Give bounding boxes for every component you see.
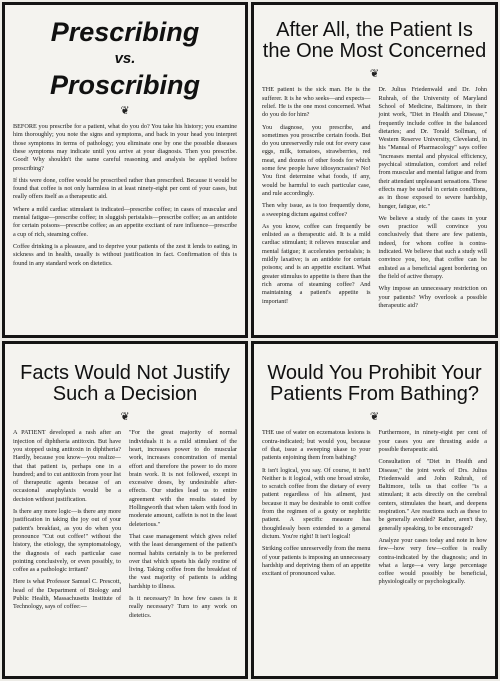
panel3-title: Facts Would Not Justify Such a Decision bbox=[20, 362, 230, 406]
panel2-left-paragraph: THE patient is the sick man. He is the sufferer. It is he who seeks—and expects—relief. He is the one most concerned. What do you do for him? bbox=[262, 86, 371, 119]
panel3-left-paragraph: A PATIENT developed a rash after an injection of diphtheria antitoxin. But have you stopped using antitoxin in diphtheria? Hardly, because you know—you realize—that that patient is, perhaps one in a hundred; and to cut antitoxin from your list of therapeutic agents because of an occasional anaphylaxis would be a decision without justification. bbox=[13, 429, 121, 503]
panel3-left-paragraph: Here is what Professor Samuel C. Prescott, head of the Department of Biology and Public Health, Massachusetts Institute of Technology, says of coffee:— bbox=[13, 578, 121, 611]
panel1-title-line1: Prescribing bbox=[50, 17, 200, 47]
panel4-left-paragraph: Striking coffee unreservedly from the menu of your patients is imposing an unnecessary hardship and depriving them of an appetite excitant of pronounced value. bbox=[262, 545, 371, 578]
panel2-right-paragraph: Why impose an unnecessary restriction on your patients? Why overlook a possible therapeutic aid? bbox=[378, 285, 487, 309]
panel3-left-paragraph: Is there any more logic—is there any more justification in taking the joy out of your patient's breakfast, as you do when you pronounce "Cut out coffee!" without the history, the etiology, the symptomatology, the diagnosis of each particular case pointing conclusively, or even possibly, to coffee as a pathologic irritant? bbox=[13, 508, 121, 574]
panel1-title-line2: vs. bbox=[114, 49, 136, 67]
panel2-right-paragraph: Dr. Julius Friedenwald and Dr. John Ruhrah, of the University of Maryland School of Medicine, Baltimore, in their joint work, "Diet in Health and Disease," frequently include coffee in the balanced dietaries; and Dr. Torald Sollman, of Western Reserve University, Cleveland, in his "Manual of Pharmacology" says coffee "increases mental and physical efficiency, psychical stimulation, comfort and relief from muscular and mental fatigue and from their attendant unpleasant sensations. These effects may be useful in certain conditions, as in those exposed to severe hardship, hunger, fatigue, etc." bbox=[378, 86, 487, 210]
panel2-left-paragraph: You diagnose, you prescribe, and sometimes you proscribe certain foods. But do you unreservedly rule out for every case eggs, milk, tomatoes, strawberries, red meat, and dozens of other foods for which some few people have idiosyncrasies? No! You first determine what foods, if any, would be harmful to each particular case, and rule accordingly. bbox=[262, 123, 371, 197]
panel2-title: After All, the Patient Is the One Most Concerned bbox=[262, 19, 487, 63]
panel-patient-most-concerned bbox=[251, 2, 498, 338]
panel-prescribing-vs-proscribing bbox=[2, 2, 248, 338]
panel-prohibit-bathing bbox=[251, 341, 498, 679]
panel3-right-paragraph: Is it necessary? In how few cases is it really necessary? Turn to any work on dietetics. bbox=[129, 595, 237, 619]
panel4-right-paragraph: Analyze your cases today and note in how few—how very few—coffee is really contra-indicated by the diagnosis; and in what a large—a very large percentage coffee would possibly be beneficial, physiologically or psychologically. bbox=[378, 536, 487, 586]
panel-facts-not-justify bbox=[2, 341, 248, 679]
panel3-right-paragraph: "For the great majority of normal individuals it is a mild stimulant of the heart, increases power to do muscular work, increases concentration of mental effort and therefore the power to do more brain work. It is not followed, except in excessive doses, by undesirable after-effects. Our studies lead us to entire agreement with the results stated by Hollingworth that when taken with food in moderate amount, caffein is not in the least deleterious." bbox=[129, 429, 237, 528]
panel4-title: Would You Prohibit Your Patients From Bathing? bbox=[267, 362, 482, 406]
panel2-right-paragraph: We believe a study of the cases in your own practice will convince you conclusively that there are few patients, indeed, for whom coffee is contra-indicated. We believe that such a study will convince you, too, that coffee can be enlisted as a beneficial agent bordering on the field of active therapy. bbox=[378, 214, 487, 280]
coffee-ornament-icon: ❦ bbox=[369, 411, 380, 424]
coffee-ornament-icon: ❦ bbox=[369, 68, 380, 81]
panel2-left-paragraph: Then why issue, as is too frequently done, a sweeping dictum against coffee? bbox=[262, 202, 371, 218]
panel1-paragraph: BEFORE you prescribe for a patient, what do you do? You take his history; you examine him thoroughly; you note the signs and symptoms, and back in your head you interpret those symptoms in terms of pathology; you eliminate one by one the possible diseases these symptoms may indicate until you arrive at your diagnosis. Then you prescribe. Good! Why shouldn't the same careful reasoning and analysis be applied before proscribing? bbox=[13, 123, 237, 172]
panel2-left-paragraph: As you know, coffee can frequently be enlisted as a therapeutic aid. It is a mild cardiac stimulant; it relieves muscular and mental fatigue; it accelerates peristalsis; is mildly laxative; is an antidote for certain poisons; and is an appetite excitant. What greater stimulus to appetite is there than the rich aroma of steaming coffee? And maintaining a patient's appetite is important! bbox=[262, 222, 371, 305]
panel4-right-paragraph: Furthermore, in ninety-eight per cent of your cases you are thrusting aside a possible therapeutic aid. bbox=[378, 429, 487, 453]
coffee-ornament-icon: ❦ bbox=[120, 411, 130, 424]
panel1-title-line3: Proscribing bbox=[49, 69, 201, 100]
panel1-paragraph: Coffee drinking is a pleasure, and to deprive your patients of the zest it lends to eating, in sickness and in health, usually is without justification in fact. Confirmation of this is found in any standard work on dietetics. bbox=[13, 242, 237, 267]
panel4-left-paragraph: THE use of water on eczematous lesions is contra-indicated; but would you, because of that, issue a sweeping ukase to your patients enjoining them from bathing? bbox=[262, 429, 371, 462]
panel1-paragraph: Where a mild cardiac stimulant is indicated—prescribe coffee; in cases of muscular and mental fatigue—prescribe coffee; in sluggish peristalsis—prescribe coffee; as an antidote for certain poisons—prescribe coffee; as an appetite excitant of rare influence—prescribe a cup of rich, steaming coffee. bbox=[13, 205, 237, 238]
panel1-paragraph: If this were done, coffee would be proscribed rather than prescribed. Because it would be found that coffee is not only harmless in at least ninety-eight per cent of your cases, but really offers itself as a therapeutic aid. bbox=[13, 176, 237, 201]
coffee-ornament-icon: ❦ bbox=[120, 105, 130, 118]
panel4-right-paragraph: Consultation of "Diet in Health and Disease," the joint work of Drs. Julius Friedenwald and John Ruhrah, of Baltimore, tells us that coffee "is a stimulant; it acts directly on the cerebral centers, stimulates the heart, and deepens respiration." Are reactions such as these to be generally avoided? Rather, aren't they, generally speaking, to be encouraged? bbox=[378, 458, 487, 532]
panel4-left-paragraph: It isn't logical, you say. Of course, it isn't! Neither is it logical, with one broad stroke, to scratch coffee from the dietary of every patient regardless of his ailment, just because it may be desirable to omit coffee from the regimen of a gouty or nephritic patient. A specific measure has thoughtlessly been extended to a general dictum. You're right! It isn't logical! bbox=[262, 466, 371, 540]
panel3-right-paragraph: That case management which gives relief with the least derangement of the patient's normal habits certainly is to be preferred over that which upsets his daily routine of living. Taking coffee from the breakfast of the vast majority of patients is adding hardship to illness. bbox=[129, 532, 237, 590]
